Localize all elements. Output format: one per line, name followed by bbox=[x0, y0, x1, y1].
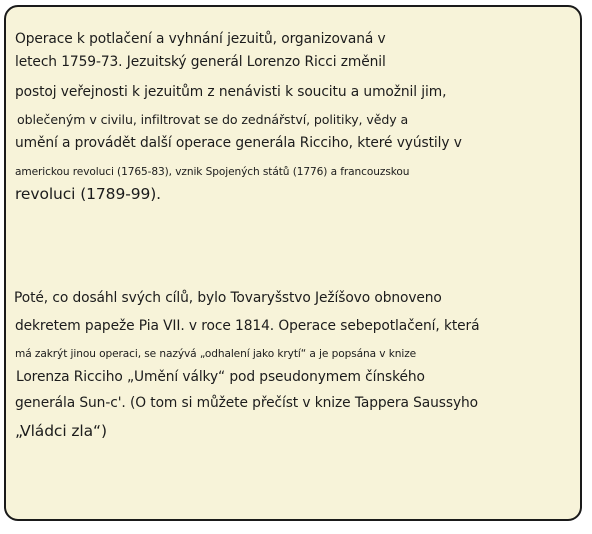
paragraph1-line-6: americkou revoluci (1765-83), vznik Spojených států (1776) a francouzskou bbox=[15, 166, 410, 178]
paragraph2-line-1: Poté, co dosáhl svých cílů, bylo Tovaryšstvo Ježíšovo obnoveno bbox=[14, 290, 442, 306]
paragraph1-line-1: Operace k potlačení a vyhnání jezuitů, organizovaná v bbox=[15, 31, 386, 47]
paragraph1-line-2: letech 1759-73. Jezuitský generál Lorenzo Ricci změnil bbox=[15, 54, 386, 70]
paragraph1-line-7: revoluci (1789-99). bbox=[15, 185, 161, 203]
paragraph2-line-6: „Vládci zla“) bbox=[15, 422, 107, 440]
paragraph2-line-3: má zakrýt jinou operaci, se nazývá „odhalení jako krytí“ a je popsána v knize bbox=[15, 348, 417, 360]
paragraph2-line-2: dekretem papeže Pia VII. v roce 1814. Operace sebepotlačení, která bbox=[15, 318, 480, 334]
paragraph2-line-4: Lorenza Ricciho „Umění války“ pod pseudonymem čínského bbox=[16, 369, 425, 385]
paragraph1-line-5: umění a provádět další operace generála Ricciho, které vyústily v bbox=[15, 135, 462, 151]
paragraph1-line-4: oblečeným v civilu, infiltrovat se do zednářství, politiky, vědy a bbox=[17, 112, 409, 127]
paragraph1-line-3: postoj veřejnosti k jezuitům z nenávisti k soucitu a umožnil jim, bbox=[15, 84, 447, 100]
text-card bbox=[4, 5, 582, 521]
paragraph2-line-5: generála Sun-c'. (O tom si můžete přečíst v knize Tappera Saussyho bbox=[15, 395, 479, 411]
